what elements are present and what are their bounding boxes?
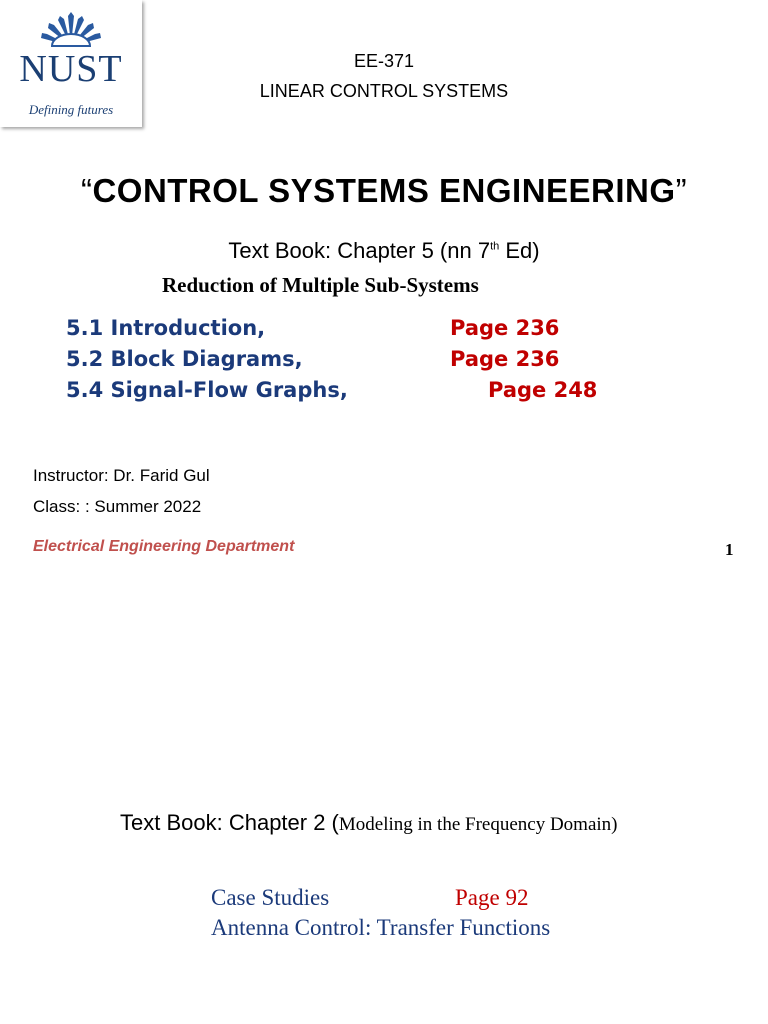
section-page: Page 236: [450, 347, 560, 371]
open-quote: “: [80, 172, 93, 209]
course-name: LINEAR CONTROL SYSTEMS: [259, 81, 509, 101]
department: Electrical Engineering Department: [33, 538, 295, 555]
slide-number: 1: [725, 540, 734, 559]
section-label: 5.4 Signal-Flow Graphs,: [66, 378, 348, 402]
class-term: Class: : Summer 2022: [33, 497, 202, 516]
section-page: Page 236: [450, 316, 560, 340]
title-text: CONTROL SYSTEMS ENGINEERING: [92, 172, 676, 209]
section-label: 5.2 Block Diagrams,: [66, 347, 303, 371]
sunburst-icon: [38, 10, 104, 48]
section-page: Page 248: [488, 378, 598, 402]
case-studies-title: Antenna Control: Transfer Functions: [211, 915, 551, 940]
textbook-sup: th: [490, 240, 500, 253]
textbook-suffix: Ed): [499, 238, 540, 263]
case-studies-label: Case Studies: [211, 885, 330, 910]
textbook2-rest: Modeling in the Frequency Domain): [338, 814, 618, 835]
close-quote: ”: [675, 172, 688, 209]
sub-heading: Reduction of Multiple Sub-Systems: [162, 273, 479, 297]
course-code: EE-371: [353, 51, 415, 71]
instructor: Instructor: Dr. Farid Gul: [33, 466, 210, 485]
logo-wordmark: NUST: [19, 48, 123, 90]
logo-tagline: Defining futures: [28, 102, 114, 117]
main-title: [0, 172, 768, 210]
textbook2-prefix: Text Book: Chapter 2 (: [120, 810, 339, 835]
textbook-prefix: Text Book: Chapter 5 (nn 7: [228, 238, 491, 263]
case-studies-page: Page 92: [455, 885, 529, 910]
section-label: 5.1 Introduction,: [66, 316, 266, 340]
textbook-chapter-2: [120, 810, 618, 836]
textbook-chapter-5: [0, 238, 768, 264]
